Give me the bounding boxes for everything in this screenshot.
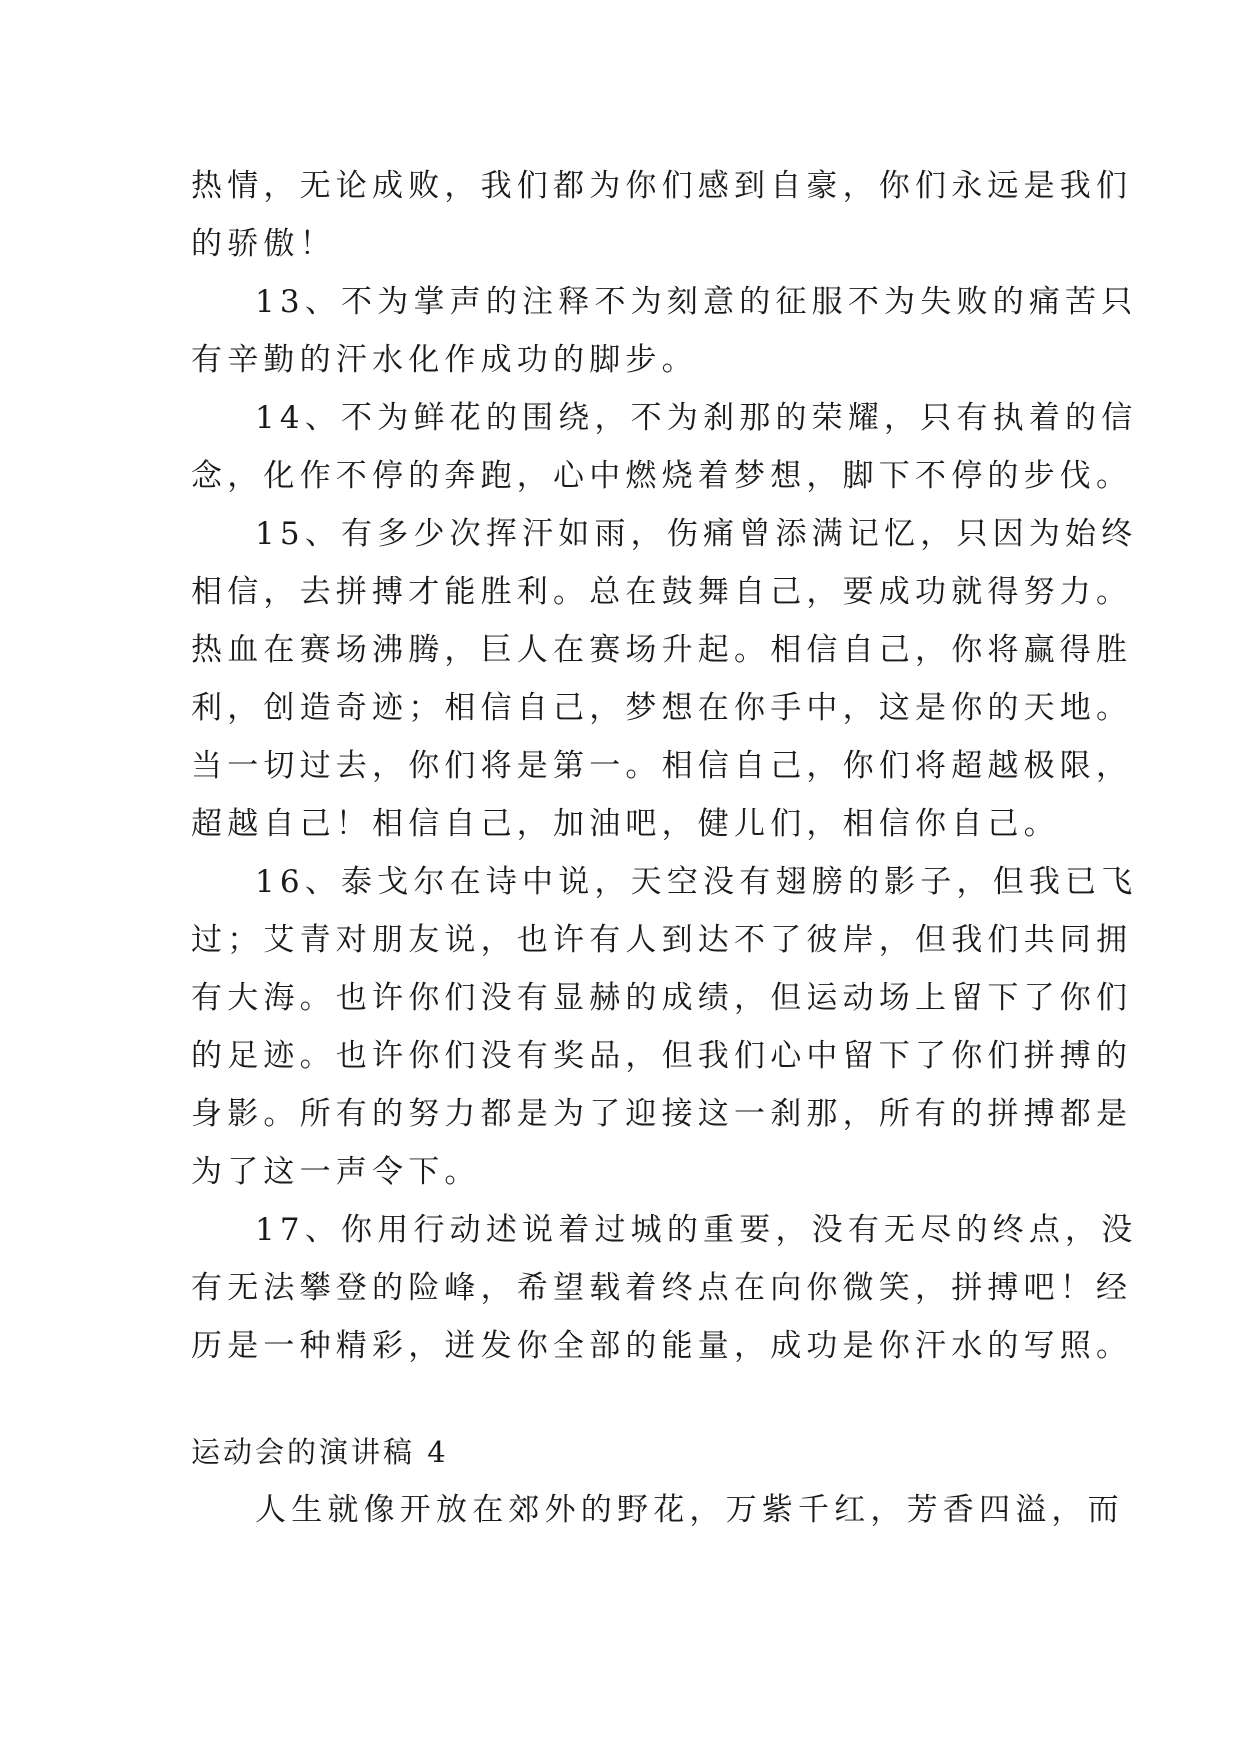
text-line: 的骄傲！ xyxy=(191,226,336,262)
text-line: 人生就像开放在郊外的野花，万紫千红，芳香四溢，而 xyxy=(255,1492,1124,1528)
text-line: 热血在赛场沸腾，巨人在赛场升起。相信自己，你将赢得胜 xyxy=(191,632,1133,668)
body-paragraph xyxy=(191,505,1138,853)
text-line: 过；艾青对朋友说，也许有人到达不了彼岸，但我们共同拥 xyxy=(191,922,1133,958)
text-line: 念，化作不停的奔跑，心中燃烧着梦想，脚下不停的步伐。 xyxy=(191,458,1133,494)
text-line: 的足迹。也许你们没有奖品，但我们心中留下了你们拼搏的 xyxy=(191,1038,1133,1074)
closing-paragraph xyxy=(191,1481,1124,1539)
body-paragraph xyxy=(191,853,1138,1201)
closing-paragraph-container xyxy=(191,1481,1124,1539)
text-line: 14、不为鲜花的围绕，不为刹那的荣耀，只有执着的信 xyxy=(255,400,1138,436)
document-page xyxy=(191,157,1138,1539)
text-line: 17、你用行动述说着过城的重要，没有无尽的终点，没 xyxy=(255,1212,1138,1248)
text-line: 超越自己！相信自己，加油吧，健儿们，相信你自己。 xyxy=(191,806,1060,842)
text-line: 15、有多少次挥汗如雨，伤痛曾添满记忆，只因为始终 xyxy=(255,516,1138,552)
body-paragraph xyxy=(191,157,1133,273)
body-paragraph xyxy=(191,1201,1138,1375)
text-line: 相信，去拼搏才能胜利。总在鼓舞自己，要成功就得努力。 xyxy=(191,574,1133,610)
body-paragraph xyxy=(191,273,1138,389)
text-line: 身影。所有的努力都是为了迎接这一刹那，所有的拼搏都是 xyxy=(191,1096,1133,1132)
text-line: 热情，无论成败，我们都为你们感到自豪，你们永远是我们 xyxy=(191,168,1133,204)
text-line: 有辛勤的汗水化作成功的脚步。 xyxy=(191,342,698,378)
text-line: 利，创造奇迹；相信自己，梦想在你手中，这是你的天地。 xyxy=(191,690,1133,726)
text-line: 为了这一声令下。 xyxy=(191,1154,481,1190)
text-line: 有大海。也许你们没有显赫的成绩，但运动场上留下了你们 xyxy=(191,980,1133,1016)
paragraphs-container xyxy=(191,157,1138,1375)
body-paragraph xyxy=(191,389,1138,505)
text-line: 历是一种精彩，迸发你全部的能量，成功是你汗水的写照。 xyxy=(191,1328,1133,1364)
text-line: 16、泰戈尔在诗中说，天空没有翅膀的影子，但我已飞 xyxy=(255,864,1138,900)
text-line: 13、不为掌声的注释不为刻意的征服不为失败的痛苦只 xyxy=(255,284,1138,320)
text-line: 当一切过去，你们将是第一。相信自己，你们将超越极限， xyxy=(191,748,1133,784)
section-heading: 运动会的演讲稿 4 xyxy=(191,1435,449,1469)
text-line: 有无法攀登的险峰，希望载着终点在向你微笑，拼搏吧！经 xyxy=(191,1270,1133,1306)
